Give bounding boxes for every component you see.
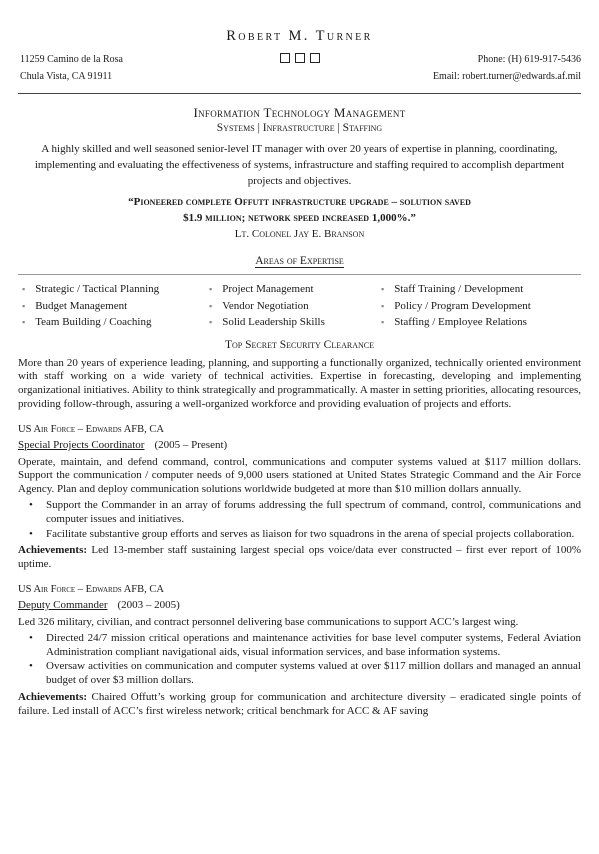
expertise-item: ▪ Team Building / Coaching xyxy=(22,314,209,331)
testimonial-quote xyxy=(16,194,583,242)
employer-name: US Air Force – Edwards AFB, CA xyxy=(18,423,164,435)
expertise-divider xyxy=(18,274,581,275)
achievements-text: Led 13-member staff sustaining largest special ops voice/data ever constructed – first ever report of 100% uptime. xyxy=(18,544,581,571)
address-line-2: Chula Vista, CA 91911 xyxy=(20,71,113,82)
job-dates: (2003 – 2005) xyxy=(117,599,180,612)
expertise-item: ▪ Staffing / Employee Relations xyxy=(381,314,571,331)
list-item: • Facilitate substantive group efforts and serves as liaison for two squadrons in the arena of special projects collaboration. xyxy=(18,528,581,542)
quote-line-1: “Pioneered complete Offutt infrastructure upgrade – solution saved xyxy=(128,196,471,208)
achievements-label: Achievements: xyxy=(18,691,88,704)
job-description: Led 326 military, civilian, and contract personnel delivering base communications to support ACC’s largest wing. xyxy=(18,616,519,629)
expertise-item: ▪ Policy / Program Development xyxy=(381,298,571,315)
job-achievements xyxy=(18,544,581,572)
job-title-line xyxy=(18,598,581,612)
summary-paragraph: A highly skilled and well seasoned senior-level IT manager with over 20 years of expertise in planning, coordinating, implementing and evaluating the effectiveness of systems, infrastructure and staffing required to accomplish department projects and objectives. xyxy=(34,143,565,187)
headline-subtitle: Systems | Infrastructure | Staffing xyxy=(216,122,383,134)
job-description: Operate, maintain, and defend command, control, communications and computer systems valued at $117 million dollars. Support the communication / computer needs of 9,000 users stationed at United States Strategic Command and the Air Force Agency. Plan and deploy communication solutions worldwide budgeted at more than $10 million dollars annually. xyxy=(18,455,581,496)
expertise-list xyxy=(16,281,583,331)
job-bullets xyxy=(18,632,581,688)
square-icon xyxy=(310,53,320,63)
address-line-1: 11259 Camino de la Rosa xyxy=(20,54,123,65)
clearance-paragraph: More than 20 years of experience leading, planning, and supporting a functionally organized, technically oriented environment with staff working on a wide variety of technical activities. Expertise in forecasting, developing and implementing organizational initiatives. Ability to think strategically and programmatically. A master in setting priorities, allocating resources, providing follow-through, assuring a well-organized workforce and providing evaluation of projects and efforts. xyxy=(18,356,582,410)
job-dates: (2005 – Present) xyxy=(154,438,228,451)
expertise-item: ▪ Budget Management xyxy=(22,298,209,315)
expertise-column-3 xyxy=(381,281,571,331)
headline-title: Information Technology Management xyxy=(193,105,406,120)
employer-name: US Air Force – Edwards AFB, CA xyxy=(18,584,164,596)
expertise-item: ▪ Strategic / Tactical Planning xyxy=(22,281,209,298)
expertise-item: ▪ Vendor Negotiation xyxy=(209,298,381,315)
job-title: Special Projects Coordinator xyxy=(18,438,145,451)
list-item: • Directed 24/7 mission critical operations and maintenance activities for base level computer systems, Federal Aviation Administration compliant navigational aids, visual information services, and base information systems. xyxy=(18,632,581,660)
quote-line-2: $1.9 million; network speed increased 1,000%.” xyxy=(183,212,416,224)
square-icon xyxy=(280,53,290,63)
job-achievements xyxy=(18,691,581,719)
achievements-text: Chaired Offutt’s working group for communication and architecture diversity – eradicated single points of failure. Led install of ACC’s first wireless network; critical benchmark for ACC & AF saving xyxy=(18,691,581,717)
job-title-line xyxy=(18,438,581,452)
quote-attribution: Lt. Colonel Jay E. Branson xyxy=(234,228,365,240)
list-item: • Support the Commander in an array of forums addressing the full spectrum of command, control, communications and computer issues and initiatives. xyxy=(18,499,581,527)
contact-block xyxy=(16,51,583,93)
expertise-column-1 xyxy=(22,281,209,331)
header-divider xyxy=(18,93,581,94)
square-icon xyxy=(295,53,305,63)
expertise-item: ▪ Solid Leadership Skills xyxy=(209,314,381,331)
job-title: Deputy Commander xyxy=(18,599,108,612)
expertise-heading: Areas of Expertise xyxy=(255,255,344,267)
expertise-item: ▪ Staff Training / Development xyxy=(381,281,571,298)
job-bullets xyxy=(18,499,581,541)
list-item: • Oversaw activities on communication and computer systems valued at over $117 million dollars and managed an annual budget of over $3 million dollars. xyxy=(18,660,581,688)
decorative-boxes xyxy=(280,53,320,63)
candidate-name: Robert M. Turner xyxy=(226,28,373,44)
achievements-label: Achievements: xyxy=(18,544,88,557)
email-link[interactable]: Email: robert.turner@edwards.af.mil xyxy=(432,71,581,82)
address xyxy=(20,51,123,85)
clearance-heading: Top Secret Security Clearance xyxy=(225,338,374,351)
contact-info xyxy=(433,51,581,85)
expertise-column-2 xyxy=(209,281,381,331)
phone: Phone: (H) 619-917-5436 xyxy=(477,54,581,65)
expertise-item: ▪ Project Management xyxy=(209,281,381,298)
